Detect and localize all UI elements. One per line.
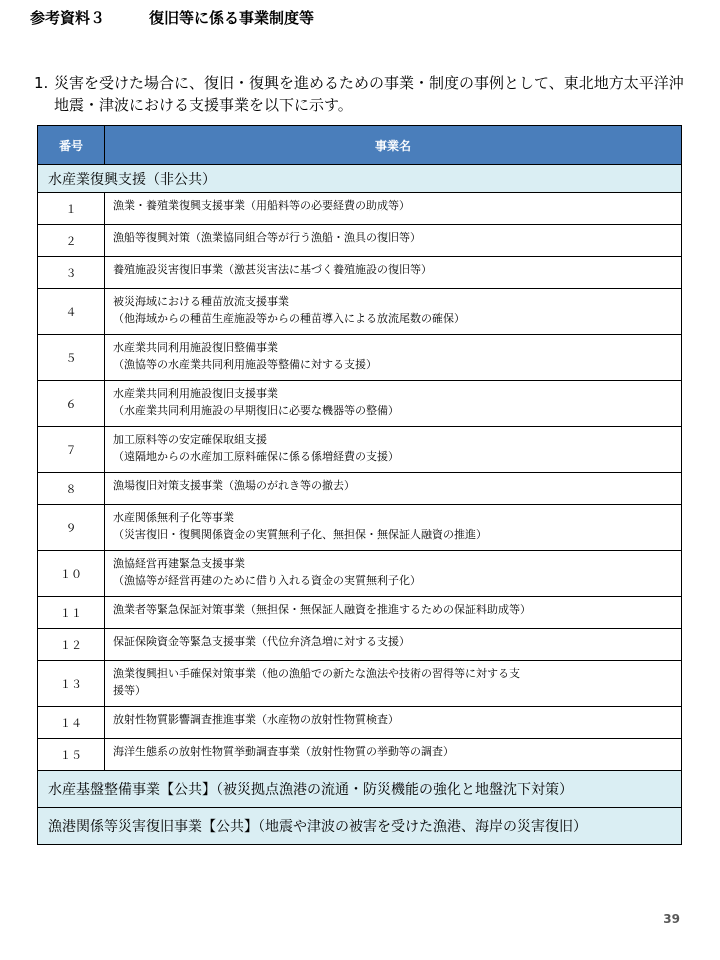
row-project-name — [105, 473, 682, 505]
row-number: １０ — [38, 551, 105, 597]
row-project-name — [105, 193, 682, 225]
row-project-name — [105, 225, 682, 257]
intro-paragraph — [34, 72, 694, 116]
page-subject: 復旧等に係る事業制度等 — [149, 9, 315, 27]
row-project-name — [105, 597, 682, 629]
row-number: １１ — [38, 597, 105, 629]
row-number: ２ — [38, 225, 105, 257]
row-project-name — [105, 427, 682, 473]
row-project-name — [105, 335, 682, 381]
page-number: 39 — [663, 912, 680, 926]
project-detail: （漁協等の水産業共同利用施設等整備に対する支援） — [113, 358, 377, 371]
table-row — [38, 289, 682, 335]
intro-text: 災害を受けた場合に、復旧・復興を進めるための事業・制度の事例として、東北地方太平洋沖地震・津波における支援事業を以下に示す。 — [54, 74, 684, 114]
table-row — [38, 505, 682, 551]
row-project-name — [105, 661, 682, 707]
table-row — [38, 661, 682, 707]
project-detail: （漁協等が経営再建のために借り入れる資金の実質無利子化） — [113, 574, 421, 587]
section-label: 水産基盤整備事業【公共】（被災拠点漁港の流通・防災機能の強化と地盤沈下対策） — [38, 771, 682, 808]
project-detail: （災害復旧・復興関係資金の実質無利子化、無担保・無保証人融資の推進） — [113, 528, 487, 541]
project-title: 水産業共同利用施設復旧支援事業 — [113, 387, 278, 400]
row-number: １４ — [38, 707, 105, 739]
table-row — [38, 427, 682, 473]
section-row-fisheries-recovery — [38, 165, 682, 193]
table-row — [38, 629, 682, 661]
row-number: ３ — [38, 257, 105, 289]
section-label: 漁港関係等災害復旧事業【公共】（地震や津波の被害を受けた漁港、海岸の災害復旧） — [38, 808, 682, 845]
table-row — [38, 381, 682, 427]
row-project-name — [105, 629, 682, 661]
row-number: ８ — [38, 473, 105, 505]
table-row — [38, 335, 682, 381]
table-row — [38, 257, 682, 289]
page-title — [30, 7, 314, 28]
section-row-disaster-recovery — [38, 808, 682, 845]
row-number: ５ — [38, 335, 105, 381]
table-row — [38, 739, 682, 771]
row-project-name — [105, 381, 682, 427]
project-detail: （他海域からの種苗生産施設等からの種苗導入による放流尾数の確保） — [113, 312, 465, 325]
row-number: １２ — [38, 629, 105, 661]
project-title: 保証保険資金等緊急支援事業（代位弁済急増に対する支援） — [113, 635, 410, 648]
table-row — [38, 225, 682, 257]
row-project-name — [105, 257, 682, 289]
project-title: 漁業・養殖業復興支援事業（用船料等の必要経費の助成等） — [113, 199, 410, 212]
row-number: ７ — [38, 427, 105, 473]
project-title: 漁業者等緊急保証対策事業（無担保・無保証人融資を推進するための保証料助成等） — [113, 603, 531, 616]
project-detail: 援等） — [113, 684, 146, 697]
project-title: 漁協経営再建緊急支援事業 — [113, 557, 245, 570]
project-table — [37, 125, 682, 845]
row-number: １３ — [38, 661, 105, 707]
project-title: 漁業復興担い手確保対策事業（他の漁船での新たな漁法や技術の習得等に対する支 — [113, 667, 520, 680]
row-number: ４ — [38, 289, 105, 335]
project-title: 養殖施設災害復旧事業（激甚災害法に基づく養殖施設の復旧等） — [113, 263, 432, 276]
project-title: 放射性物質影響調査推進事業（水産物の放射性物質検査） — [113, 713, 399, 726]
project-title: 水産業共同利用施設復旧整備事業 — [113, 341, 278, 354]
table-header-row — [38, 126, 682, 165]
table-row — [38, 551, 682, 597]
intro-number: 1. — [34, 74, 49, 92]
table-row — [38, 707, 682, 739]
row-project-name — [105, 289, 682, 335]
row-project-name — [105, 505, 682, 551]
project-detail: （遠隔地からの水産加工原料確保に係る係増経費の支援） — [113, 450, 399, 463]
table-row — [38, 193, 682, 225]
project-title: 海洋生態系の放射性物質挙動調査事業（放射性物質の挙動等の調査） — [113, 745, 454, 758]
header-project-name: 事業名 — [105, 126, 682, 165]
header-number: 番号 — [38, 126, 105, 165]
project-title: 漁船等復興対策（漁業協同組合等が行う漁船・漁具の復旧等） — [113, 231, 421, 244]
section-row-infrastructure — [38, 771, 682, 808]
project-title: 加工原料等の安定確保取組支援 — [113, 433, 267, 446]
row-project-name — [105, 551, 682, 597]
project-title: 被災海域における種苗放流支援事業 — [113, 295, 289, 308]
project-detail: （水産業共同利用施設の早期復旧に必要な機器等の整備） — [113, 404, 399, 417]
row-project-name — [105, 739, 682, 771]
row-number: １５ — [38, 739, 105, 771]
project-title: 水産関係無利子化等事業 — [113, 511, 234, 524]
reference-label: 参考資料３ — [30, 9, 106, 27]
row-number: ９ — [38, 505, 105, 551]
row-project-name — [105, 707, 682, 739]
row-number: ６ — [38, 381, 105, 427]
table-row — [38, 597, 682, 629]
section-label: 水産業復興支援（非公共） — [38, 165, 682, 193]
project-title: 漁場復旧対策支援事業（漁場のがれき等の撤去） — [113, 479, 355, 492]
table-row — [38, 473, 682, 505]
row-number: １ — [38, 193, 105, 225]
